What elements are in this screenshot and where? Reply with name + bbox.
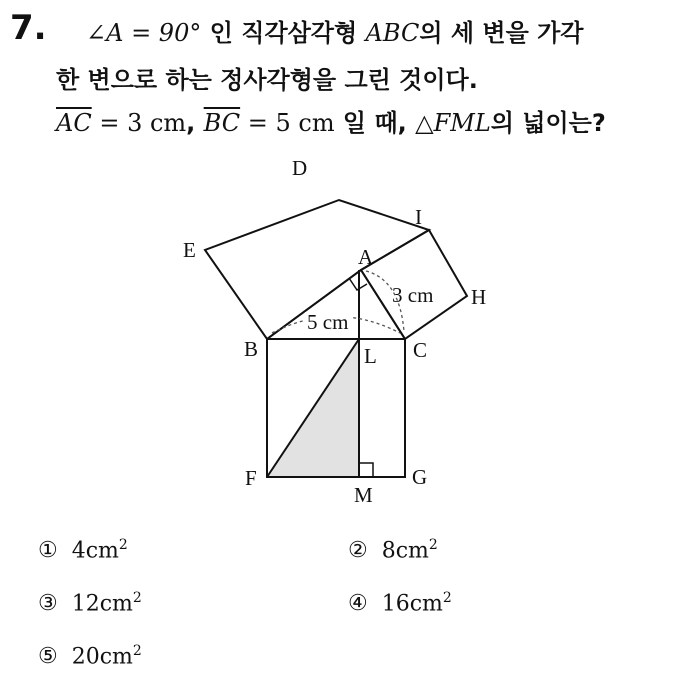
- choice-unit: cm: [395, 538, 429, 564]
- choice-3[interactable]: [38, 590, 142, 616]
- choice-5[interactable]: [38, 643, 142, 669]
- choice-unit: cm: [409, 591, 443, 617]
- text-segment: 인 직각삼각형: [201, 19, 366, 47]
- choice-unit: cm: [99, 644, 133, 670]
- choice-marker: ⑤: [38, 644, 58, 670]
- length-label-bc: 5 cm: [307, 310, 349, 334]
- length-ac-value: = 3 cm: [91, 109, 187, 137]
- angle-expression: ∠A = 90°: [86, 19, 202, 47]
- text-segment: 의 넓이는?: [490, 109, 606, 137]
- segment-ac: $\overline{AC}$: [56, 109, 92, 137]
- choice-1[interactable]: [38, 537, 128, 563]
- length-bc-value: = 5 cm: [240, 109, 335, 137]
- text-segment: 일 때,: [334, 109, 416, 137]
- choice-value: 20: [71, 644, 100, 670]
- text-segment: 의 세 변을 가각: [419, 19, 584, 47]
- right-angle-mark-m: [359, 463, 373, 477]
- choice-4[interactable]: [348, 590, 452, 616]
- choice-marker: ④: [348, 591, 368, 617]
- choice-2[interactable]: [348, 537, 438, 563]
- choice-exponent: 2: [132, 590, 142, 606]
- choice-unit: cm: [99, 591, 133, 617]
- choice-value: 16: [381, 591, 410, 617]
- point-label-c: C: [413, 338, 428, 362]
- point-label-f: F: [245, 466, 257, 490]
- choice-exponent: 2: [428, 537, 438, 553]
- choice-exponent: 2: [132, 643, 142, 659]
- choice-value: 8: [381, 538, 396, 564]
- choice-exponent: 2: [118, 537, 128, 553]
- point-label-l: L: [364, 344, 377, 368]
- choice-marker: ③: [38, 591, 58, 617]
- choice-marker: ①: [38, 538, 58, 564]
- problem-line-2: 한 변으로 하는 정사각형을 그린 것이다.: [56, 66, 478, 94]
- choice-unit: cm: [85, 538, 119, 564]
- point-label-i: I: [415, 205, 422, 229]
- triangle-fml: △FML: [415, 109, 491, 137]
- segment-bc: $\overline{BC}$: [203, 109, 241, 137]
- point-label-a: A: [358, 245, 374, 269]
- triangle-name: ABC: [365, 19, 420, 47]
- point-label-d: D: [292, 156, 308, 180]
- choice-value: 4: [71, 538, 86, 564]
- point-label-b: B: [244, 337, 259, 361]
- point-label-m: M: [354, 483, 373, 507]
- point-label-e: E: [183, 238, 196, 262]
- length-label-ac: 3 cm: [392, 283, 434, 307]
- choice-value: 12: [71, 591, 100, 617]
- point-label-h: H: [471, 285, 487, 309]
- choice-exponent: 2: [442, 590, 452, 606]
- separator: ,: [186, 109, 204, 137]
- point-label-g: G: [412, 465, 428, 489]
- problem-number: 7.: [10, 8, 47, 48]
- choice-marker: ②: [348, 538, 368, 564]
